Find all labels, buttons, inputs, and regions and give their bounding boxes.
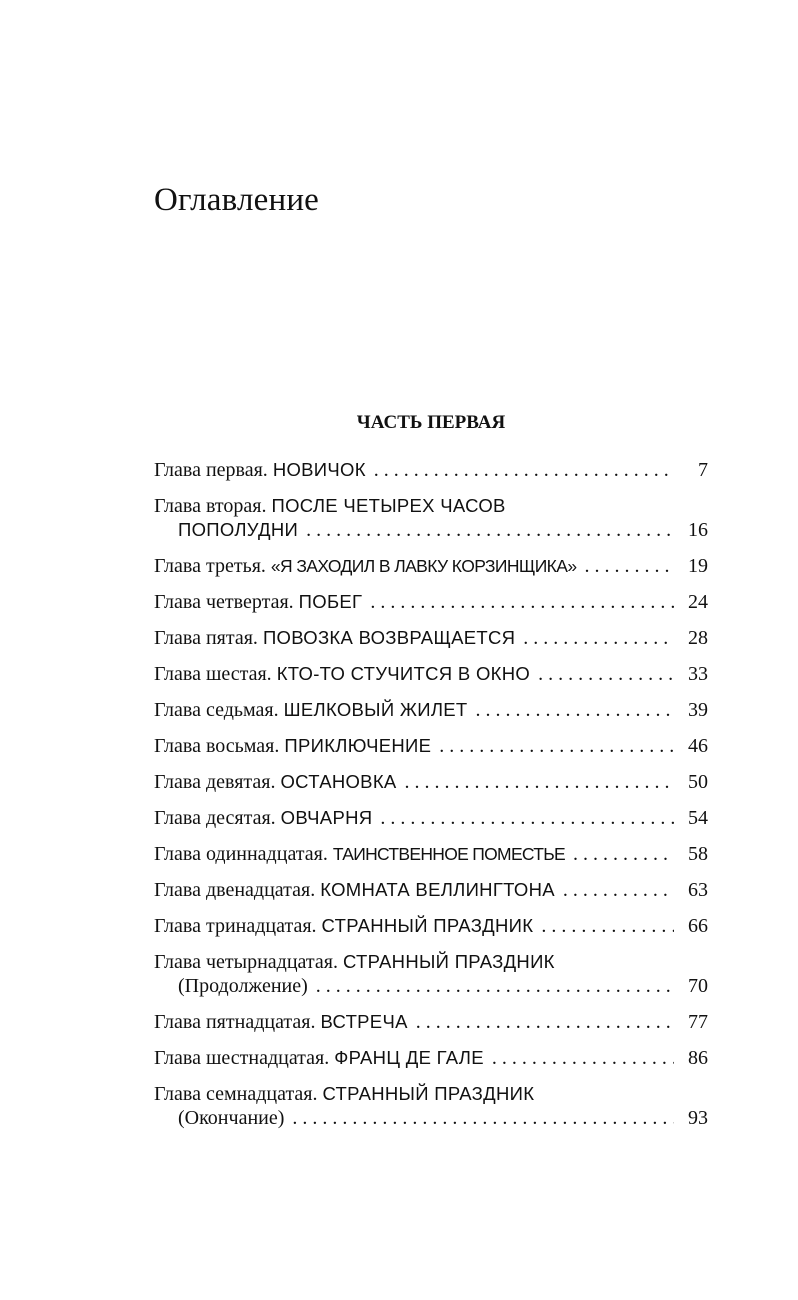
dot-leader	[530, 662, 674, 686]
chapter-number: Глава восьмая.	[154, 735, 280, 757]
toc-entry-5[interactable]	[154, 626, 708, 662]
chapter-title: ФРАНЦ ДЕ ГАЛЕ	[334, 1047, 484, 1068]
chapter-title: СТРАННЫЙ ПРАЗДНИК	[321, 915, 534, 936]
dot-leader	[576, 554, 674, 578]
chapter-number: Глава тринадцатая.	[154, 915, 317, 937]
dot-leader	[565, 842, 674, 866]
toc-entry-10[interactable]	[154, 806, 708, 842]
toc-entry-4[interactable]	[154, 590, 708, 626]
chapter-number: Глава седьмая.	[154, 699, 279, 721]
toc-entry-13[interactable]	[154, 914, 708, 950]
page-number: 19	[688, 555, 708, 577]
page-number: 58	[688, 843, 708, 865]
toc-entry-6[interactable]	[154, 662, 708, 698]
chapter-number: Глава четырнадцатая.	[154, 951, 338, 973]
dot-leader	[533, 914, 674, 938]
page-number: 50	[688, 771, 708, 793]
dot-leader	[515, 626, 674, 650]
chapter-title: СТРАННЫЙ ПРАЗДНИК	[342, 951, 555, 972]
page-number: 46	[688, 735, 708, 757]
toc-entry-17[interactable]	[154, 1082, 708, 1142]
chapter-number: Глава девятая.	[154, 771, 276, 793]
toc-entry-9[interactable]	[154, 770, 708, 806]
page-number: 63	[688, 879, 708, 901]
toc-entry-11[interactable]	[154, 842, 708, 878]
page-title: Оглавление	[154, 182, 320, 218]
chapter-title-continuation: ПОПОЛУДНИ	[178, 519, 299, 540]
chapter-number: Глава пятая.	[154, 627, 258, 649]
dot-leader	[362, 590, 674, 614]
page-number: 54	[688, 807, 708, 829]
chapter-number: Глава одиннадцатая.	[154, 843, 328, 865]
page-number: 33	[688, 663, 708, 685]
dot-leader	[308, 974, 674, 998]
dot-leader	[484, 1046, 674, 1070]
toc-list	[154, 458, 708, 1142]
dot-leader	[397, 770, 674, 794]
chapter-title: КТО-ТО СТУЧИТСЯ В ОКНО	[276, 663, 531, 684]
chapter-title: ПОСЛЕ ЧЕТЫРЕХ ЧАСОВ	[271, 495, 506, 516]
toc-entry-8[interactable]	[154, 734, 708, 770]
chapter-title: ОВЧАРНЯ	[280, 807, 373, 828]
chapter-number: Глава четвертая.	[154, 591, 294, 613]
dot-leader	[284, 1106, 674, 1130]
chapter-title: ПОВОЗКА ВОЗВРАЩАЕТСЯ	[262, 627, 516, 648]
chapter-number: Глава третья.	[154, 555, 266, 577]
chapter-title: ВСТРЕЧА	[320, 1011, 408, 1032]
chapter-title: ШЕЛКОВЫЙ ЖИЛЕТ	[283, 699, 468, 720]
chapter-number: Глава первая.	[154, 459, 268, 481]
dot-leader	[468, 698, 674, 722]
chapter-number: Глава шестнадцатая.	[154, 1047, 330, 1069]
page-number: 39	[688, 699, 708, 721]
dot-leader	[298, 518, 674, 542]
dot-leader	[555, 878, 674, 902]
dot-leader	[408, 1010, 674, 1034]
toc-entry-16[interactable]	[154, 1046, 708, 1082]
toc-entry-15[interactable]	[154, 1010, 708, 1046]
page-number: 86	[688, 1047, 708, 1069]
page-number: 70	[688, 975, 708, 997]
toc-entry-2[interactable]	[154, 494, 708, 554]
chapter-title: ОСТАНОВКА	[280, 771, 397, 792]
page-number: 93	[688, 1107, 708, 1129]
chapter-title: НОВИЧОК	[272, 459, 366, 480]
toc-entry-12[interactable]	[154, 878, 708, 914]
chapter-title: «Я ЗАХОДИЛ В ЛАВКУ КОРЗИНЩИКА»	[270, 556, 577, 576]
chapter-title: ПРИКЛЮЧЕНИЕ	[284, 735, 432, 756]
page-number: 77	[688, 1011, 708, 1033]
chapter-title-continuation: (Окончание)	[178, 1107, 285, 1129]
chapter-title: СТРАННЫЙ ПРАЗДНИК	[322, 1083, 535, 1104]
chapter-number: Глава вторая.	[154, 495, 267, 517]
chapter-number: Глава семнадцатая.	[154, 1083, 318, 1105]
chapter-title: ПОБЕГ	[298, 591, 363, 612]
toc-entry-7[interactable]	[154, 698, 708, 734]
page-number: 24	[688, 591, 708, 613]
toc-entry-14[interactable]	[154, 950, 708, 1010]
chapter-number: Глава шестая.	[154, 663, 272, 685]
page-number: 7	[698, 459, 708, 481]
chapter-title: КОМНАТА ВЕЛЛИНГТОНА	[320, 879, 555, 900]
toc-entry-3[interactable]	[154, 554, 708, 590]
dot-leader	[366, 458, 674, 482]
chapter-number: Глава пятнадцатая.	[154, 1011, 316, 1033]
toc-entry-1[interactable]	[154, 458, 708, 494]
page-number: 66	[688, 915, 708, 937]
chapter-number: Глава двенадцатая.	[154, 879, 316, 901]
chapter-title-continuation: (Продолжение)	[178, 975, 308, 997]
chapter-number: Глава десятая.	[154, 807, 276, 829]
dot-leader	[372, 806, 674, 830]
part-heading: ЧАСТЬ ПЕРВАЯ	[356, 412, 506, 433]
page-number: 28	[688, 627, 708, 649]
chapter-title: ТАИНСТВЕННОЕ ПОМЕСТЬЕ	[332, 844, 566, 864]
page-number: 16	[688, 519, 708, 541]
dot-leader	[431, 734, 674, 758]
